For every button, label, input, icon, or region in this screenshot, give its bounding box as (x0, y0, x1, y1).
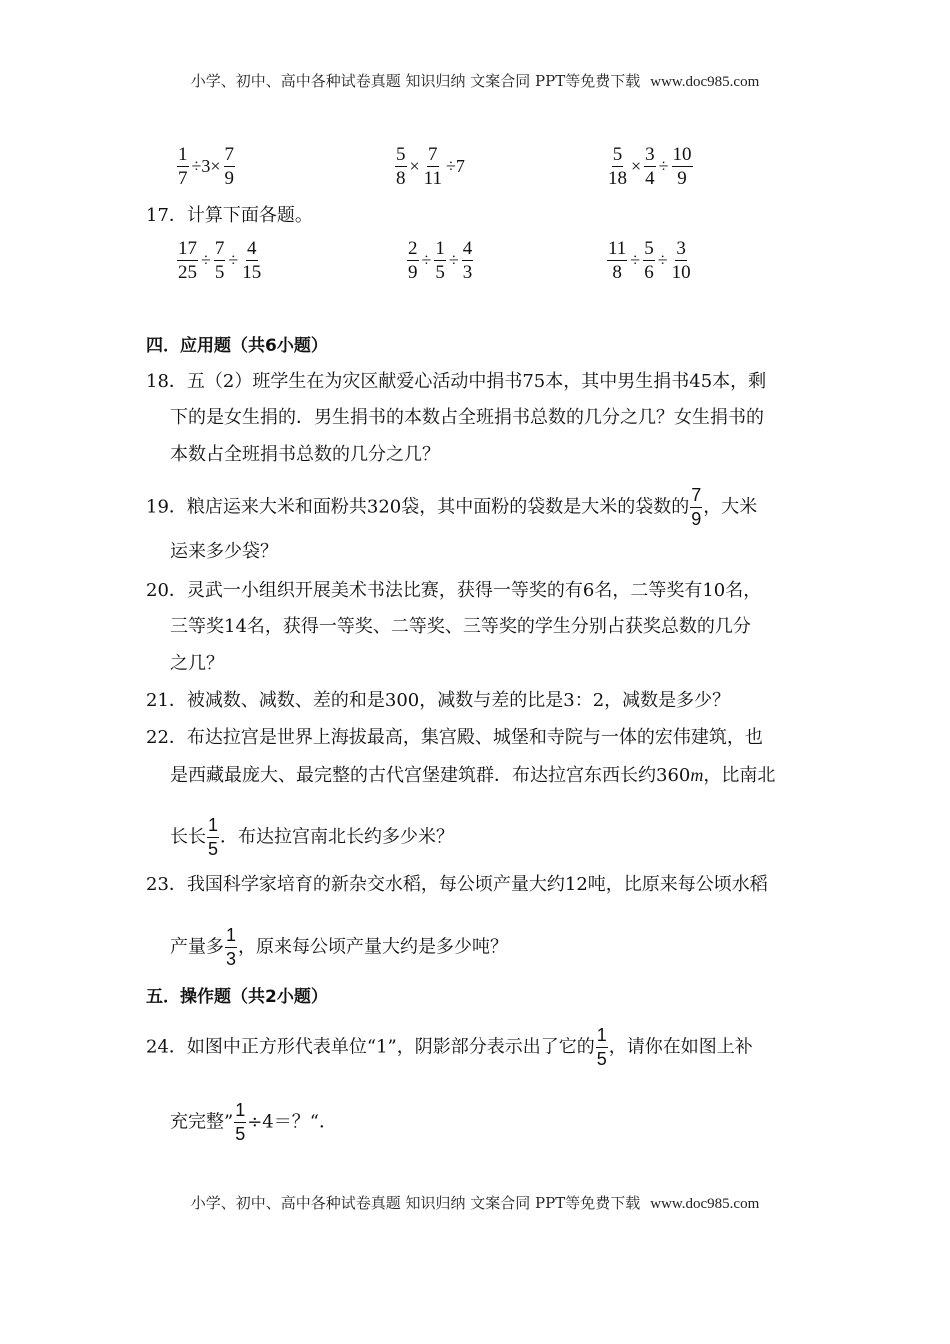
q24-fraction-2: $\frac{1}{5}$ (235, 1100, 246, 1144)
q22-line-3: 长长 $\frac{1}{5}$ ．布达拉宫南北长约多少米？ (170, 815, 455, 859)
footer-text: 小学、初中、高中各种试卷真题 知识归纳 文案合同 PPT等免费下载 (190, 1194, 641, 1212)
footer-url: www.doc985.com (650, 1196, 760, 1212)
q20-line-1: 20．灵武一小组织开展美术书法比赛，获得一等奖的有6名，二等奖有10名， (146, 580, 762, 601)
header-url: www.doc985.com (650, 74, 760, 90)
q19-fraction: $\frac{7}{9}$ (691, 485, 702, 529)
page-footer (0, 1192, 950, 1213)
q21-line: 21．被减数、减数、差的和是300，减数与差的比是3：2，减数是多少？ (146, 690, 731, 711)
q18-line-3: 本数占全班捐书总数的几分之几？ (170, 444, 440, 465)
q24-fraction-1: $\frac{1}{5}$ (596, 1025, 607, 1069)
q16-expr-1: $\frac{1}{7}$ ÷3× $\frac{7}{9}$ (178, 144, 235, 189)
q22-line-2: 是西藏最庞大、最完整的古代宫堡建筑群．布达拉宫东西长约360m，比南北 (170, 765, 776, 786)
q19-line-2: 运来多少袋？ (170, 541, 278, 562)
q17-expr-1: $\frac{17}{25}$ ÷ $\frac{7}{5}$ ÷ $\frac{4}{15}$ (178, 238, 262, 283)
q16-expr-3: $\frac{5}{18}$ × $\frac{3}{4}$ ÷ $\frac{10}{9}$ (608, 144, 692, 189)
q19-line-1: 19．粮店运来大米和面粉共320袋，其中面粉的袋数是大米的袋数的 $\frac{7}{9}$ ，大米 (146, 485, 758, 529)
q23-line-2: 产量多 $\frac{1}{3}$ ，原来每公顷产量大约是多少吨？ (170, 925, 509, 969)
page-header (0, 70, 950, 91)
q23-line-1: 23．我国科学家培育的新杂交水稻，每公顷产量大约12吨，比原来每公顷水稻 (146, 874, 768, 895)
q24-line-2: 充完整” $\frac{1}{5}$ ÷4＝？“． (170, 1100, 337, 1144)
header-text: 小学、初中、高中各种试卷真题 知识归纳 文案合同 PPT等免费下载 (190, 72, 641, 90)
section-5-heading: 五．操作题（共2小题） (146, 987, 328, 1007)
q20-line-3: 之几？ (170, 653, 224, 674)
section-4-heading: 四．应用题（共6小题） (146, 336, 328, 356)
q18-line-2: 下的是女生捐的．男生捐书的本数占全班捐书总数的几分之几？女生捐书的 (170, 407, 764, 428)
q22-line-1: 22．布达拉宫是世界上海拔最高，集宫殿、城堡和寺院与一体的宏伟建筑，也 (146, 727, 763, 748)
q22-fraction: $\frac{1}{5}$ (208, 815, 219, 859)
q17-expr-3: $\frac{11}{8}$ ÷ $\frac{5}{6}$ ÷ $\frac{3}{10}$ (608, 238, 691, 283)
q17-expr-2: $\frac{2}{9}$ ÷ $\frac{1}{5}$ ÷ $\frac{4}{3}$ (408, 238, 473, 283)
q23-fraction: $\frac{1}{3}$ (226, 925, 237, 969)
q16-expr-2: $\frac{5}{8}$ × $\frac{7}{11}$ ÷7 (396, 144, 465, 189)
q18-line-1: 18．五（2）班学生在为灾区献爱心活动中捐书75本，其中男生捐书45本，剩 (146, 371, 767, 392)
q20-line-2: 三等奖14名，获得一等奖、二等奖、三等奖的学生分别占获奖总数的几分 (170, 616, 751, 637)
q24-line-1: 24．如图中正方形代表单位“1”，阴影部分表示出了它的 $\frac{1}{5}$ ，请你在如图上补 (146, 1025, 753, 1069)
q17-title: 17．计算下面各题。 (146, 205, 313, 226)
